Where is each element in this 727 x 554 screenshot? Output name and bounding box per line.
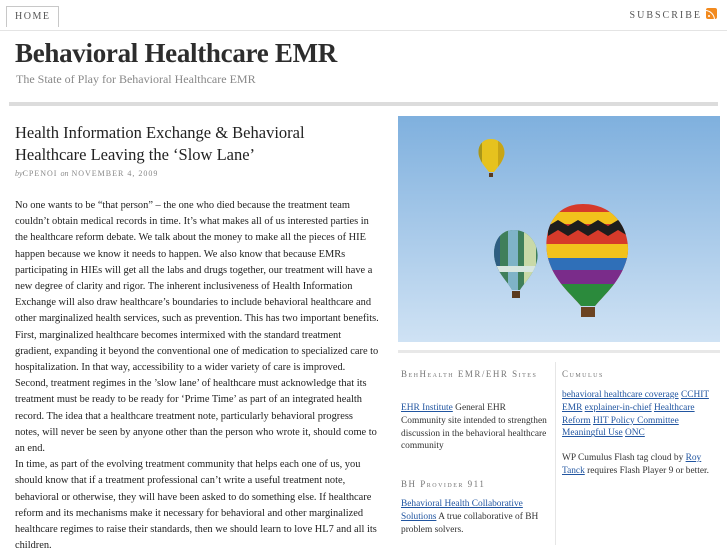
post-paragraph: No one wants to be “that person” – the one who died because the treatment team couldn’t obtain medical records in time. It’s what makes all of us interested parties in the healthcare reform debate. We talk about the money to make all the pieces of HIE happen because we know it needs to happen. We also know that because EMRs participating in HIEs will get all the labs and drugs together, our treatment will have a new degree of clarity and rigor. The inherent inclusiveness of Health Information Exchange will also draw healthcare’s boundaries to include behavioral healthcare and other marginalized health services, such as prevention. This has two important benefits. First, marginalized healthcare becomes intermixed with the standard treatment gradient, expanding it beyond the conventional one of medication to specialized care to hospitalization. In that way, accessibility to a wider variety of care is improved. xyxy=(15,200,379,374)
sidebar-column-divider xyxy=(555,362,556,545)
subscribe-link[interactable] xyxy=(630,8,717,24)
tag-link[interactable]: EMR xyxy=(562,402,583,413)
tag-link[interactable]: CCHIT xyxy=(680,390,709,400)
cumulus-heading: Cumulus xyxy=(562,369,604,379)
site-description: The State of Play for Behavioral Healthcare EMR xyxy=(16,72,256,86)
meta-by: by xyxy=(15,169,23,178)
post-paragraph: Second, treatment regimes in the ’slow lane’ of healthcare must acknowledge that its treatment must be ready to be ready for ‘Prime Time’ as part of an integrated health record. The idea that a healthcare treatment note, particularly behavioral progress notes, will never be seen by anyone other than the person who wrote it, should come to an end. xyxy=(15,378,377,455)
post-paragraph: In time, as part of the evolving treatment community that helps each one of us, you should know that if a treatment professional can’t write a useful treatment note, behavioral or otherwise, they will have been asked to do something else. If healthcare reform and its mechanisms make it necessary for behavioral and other marginalized healthcare regimes to raise their standards, then we should learn to love HL7 and all its children. xyxy=(15,459,377,552)
rss-icon[interactable] xyxy=(706,8,717,19)
cumulus-note-text: requires Flash Player 9 or better. xyxy=(584,465,709,476)
top-nav-bar xyxy=(0,0,727,31)
header-photo-hot-air-balloons xyxy=(398,116,720,342)
post-author[interactable]: CPENOI xyxy=(22,169,58,178)
post-body xyxy=(15,198,380,554)
cumulus-note xyxy=(562,452,718,478)
post-title[interactable]: Health Information Exchange & Behavioral Healthcare Leaving the ‘Slow Lane’ xyxy=(15,123,305,164)
tag-link[interactable]: HIT Policy Committee xyxy=(592,415,679,426)
header-divider xyxy=(9,102,718,106)
post-meta xyxy=(15,169,158,178)
tag-cloud xyxy=(562,389,716,440)
provider-entry xyxy=(401,498,551,536)
sites-heading: BehHealth EMR/EHR Sites xyxy=(401,369,538,379)
sidebar-divider xyxy=(398,350,720,353)
ehr-institute-link[interactable]: EHR Institute xyxy=(401,403,453,413)
tag-link[interactable]: Meaningful Use xyxy=(562,428,623,439)
tag-link[interactable]: behavioral healthcare coverage xyxy=(562,390,679,400)
tag-link[interactable]: Healthcare Reform xyxy=(562,402,695,426)
sites-entry-text: General EHR Community site intended to strengthen discussion in the behavioral healthcare community xyxy=(401,403,547,452)
bh-collaborative-link[interactable]: Behavioral Health Collaborative Solutions xyxy=(401,499,523,522)
subscribe-label[interactable]: SUBSCRIBE xyxy=(629,10,702,21)
sites-entry xyxy=(401,402,547,453)
tag-link[interactable]: explainer-in-chief xyxy=(584,402,652,413)
provider-entry-text: A true collaborative of BH problem solvers. xyxy=(401,511,539,535)
roy-tanck-link[interactable]: Roy Tanck xyxy=(562,453,702,476)
provider-heading: BH Provider 911 xyxy=(401,479,486,489)
cumulus-note-text: WP Cumulus Flash tag cloud by xyxy=(562,453,686,463)
tag-link[interactable]: ONC xyxy=(625,428,645,439)
site-title[interactable]: Behavioral Healthcare EMR xyxy=(15,38,337,68)
home-tab[interactable]: HOME xyxy=(6,6,59,27)
post-date: NOVEMBER 4, 2009 xyxy=(71,169,159,178)
meta-on: on xyxy=(60,169,69,178)
